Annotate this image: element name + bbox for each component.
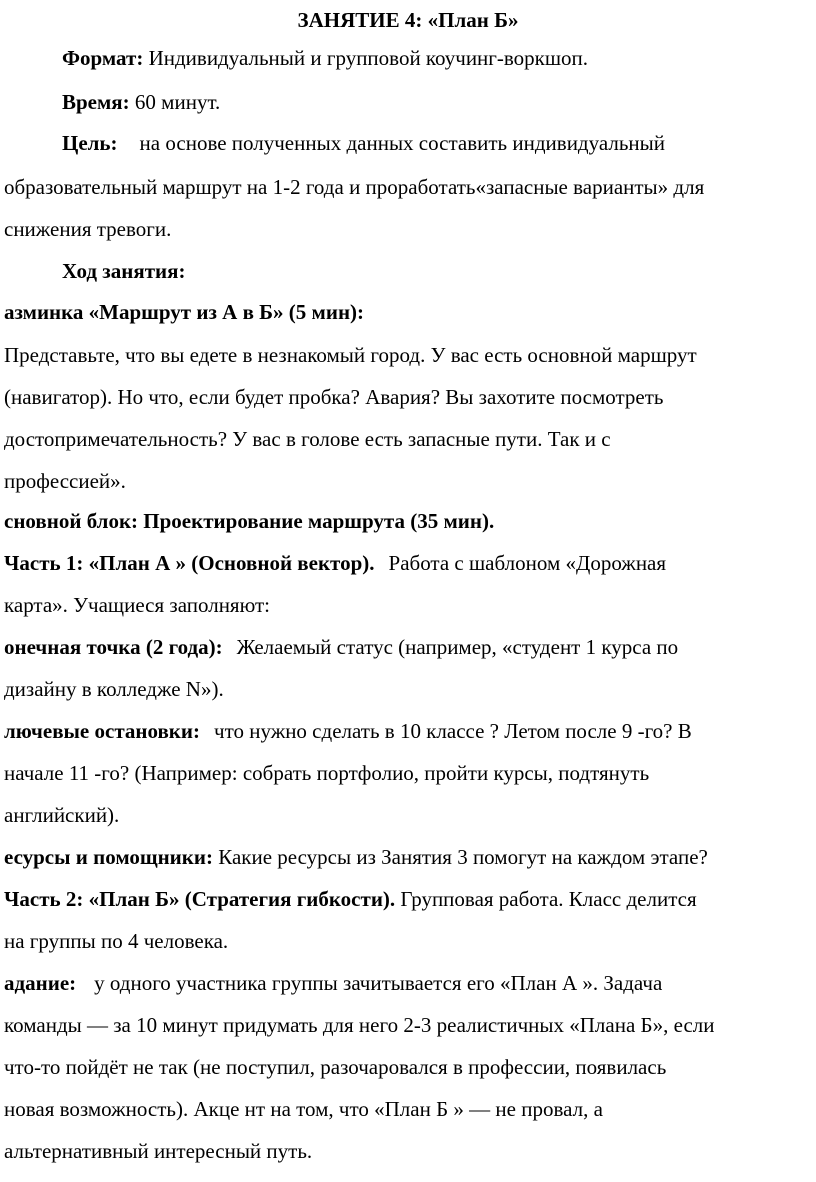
resources-label: есурсы и помощники:	[4, 845, 213, 869]
goal-line-3: снижения тревоги.	[4, 217, 172, 241]
format-text: Индивидуальный и групповой коучинг-воркшоп.	[143, 46, 589, 70]
part1-line-2: карта». Учащиеся заполняют:	[4, 593, 271, 617]
warmup-line-3: достопримечательность? У вас в голове есть запасные пути. Так и с	[4, 427, 611, 451]
part1-text-1: Работа с шаблоном «Дорожная	[388, 551, 667, 575]
task-line-4: новая возможность). Акце нт на том, что «План Б » — не провал, а	[4, 1097, 603, 1121]
endpoint-label: онечная точка (2 года):	[4, 635, 223, 659]
goal-line-1	[62, 133, 665, 154]
stops-line-3: английский).	[4, 803, 120, 827]
stops-text-1: что нужно сделать в 10 классе ? Летом после 9 -го? В	[214, 719, 692, 743]
stops-label: лючевые остановки:	[4, 719, 201, 743]
endpoint-text-1: Желаемый статус (например, «студент 1 курса по	[236, 635, 679, 659]
part1-line-1	[4, 553, 666, 574]
task-line-2: команды — за 10 минут придумать для него 2-3 реалистичных «Плана Б», если	[4, 1013, 715, 1037]
task-line-1	[4, 973, 662, 994]
stops-line-1	[4, 721, 692, 742]
goal-label: Цель:	[62, 131, 118, 155]
time-text: 60 минут.	[129, 90, 221, 114]
warmup-line-4: профессией».	[4, 469, 126, 493]
part2-line-2: на группы по 4 человека.	[4, 929, 229, 953]
task-label: адание:	[4, 971, 77, 995]
time-line	[62, 92, 220, 113]
part2-label: Часть 2: «План Б» (Стратегия гибкости).	[4, 887, 396, 911]
resources-text-1: Какие ресурсы из Занятия 3 помогут на каждом этапе?	[212, 845, 708, 869]
stops-line-2: начале 11 -го? (Например: собрать портфолио, пройти курсы, подтянуть	[4, 761, 650, 785]
course-heading: Ход занятия:	[62, 259, 186, 283]
page-title: ЗАНЯТИЕ 4: «План Б»	[297, 8, 519, 32]
goal-text-1: на основе полученных данных составить индивидуальный	[139, 131, 665, 155]
main-block-heading: сновной блок: Проектирование маршрута (35 мин).	[4, 509, 495, 533]
warmup-heading: азминка «Маршрут из А в Б» (5 мин):	[4, 300, 365, 324]
task-line-3: что-то пойдёт не так (не поступил, разочаровался в профессии, появилась	[4, 1055, 667, 1079]
warmup-line-1: Представьте, что вы едете в незнакомый город. У вас есть основной маршрут	[4, 343, 697, 367]
goal-line-2: образовательный маршрут на 1-2 года и проработать«запасные варианты» для	[4, 175, 705, 199]
warmup-line-2: (навигатор). Но что, если будет пробка? Авария? Вы захотите посмотреть	[4, 385, 664, 409]
time-label: Время:	[62, 90, 130, 114]
task-text-1: у одного участника группы зачитывается его «План А ». Задача	[94, 971, 663, 995]
part2-text-1: Групповая работа. Класс делится	[395, 887, 697, 911]
format-label: Формат:	[62, 46, 144, 70]
part2-line-1	[4, 889, 697, 910]
resources-line-1	[4, 847, 708, 868]
task-line-5: альтернативный интересный путь.	[4, 1139, 313, 1163]
part1-label: Часть 1: «План А » (Основной вектор).	[4, 551, 375, 575]
endpoint-line-1	[4, 637, 678, 658]
endpoint-line-2: дизайну в колледже N»).	[4, 677, 224, 701]
format-line	[62, 48, 588, 69]
